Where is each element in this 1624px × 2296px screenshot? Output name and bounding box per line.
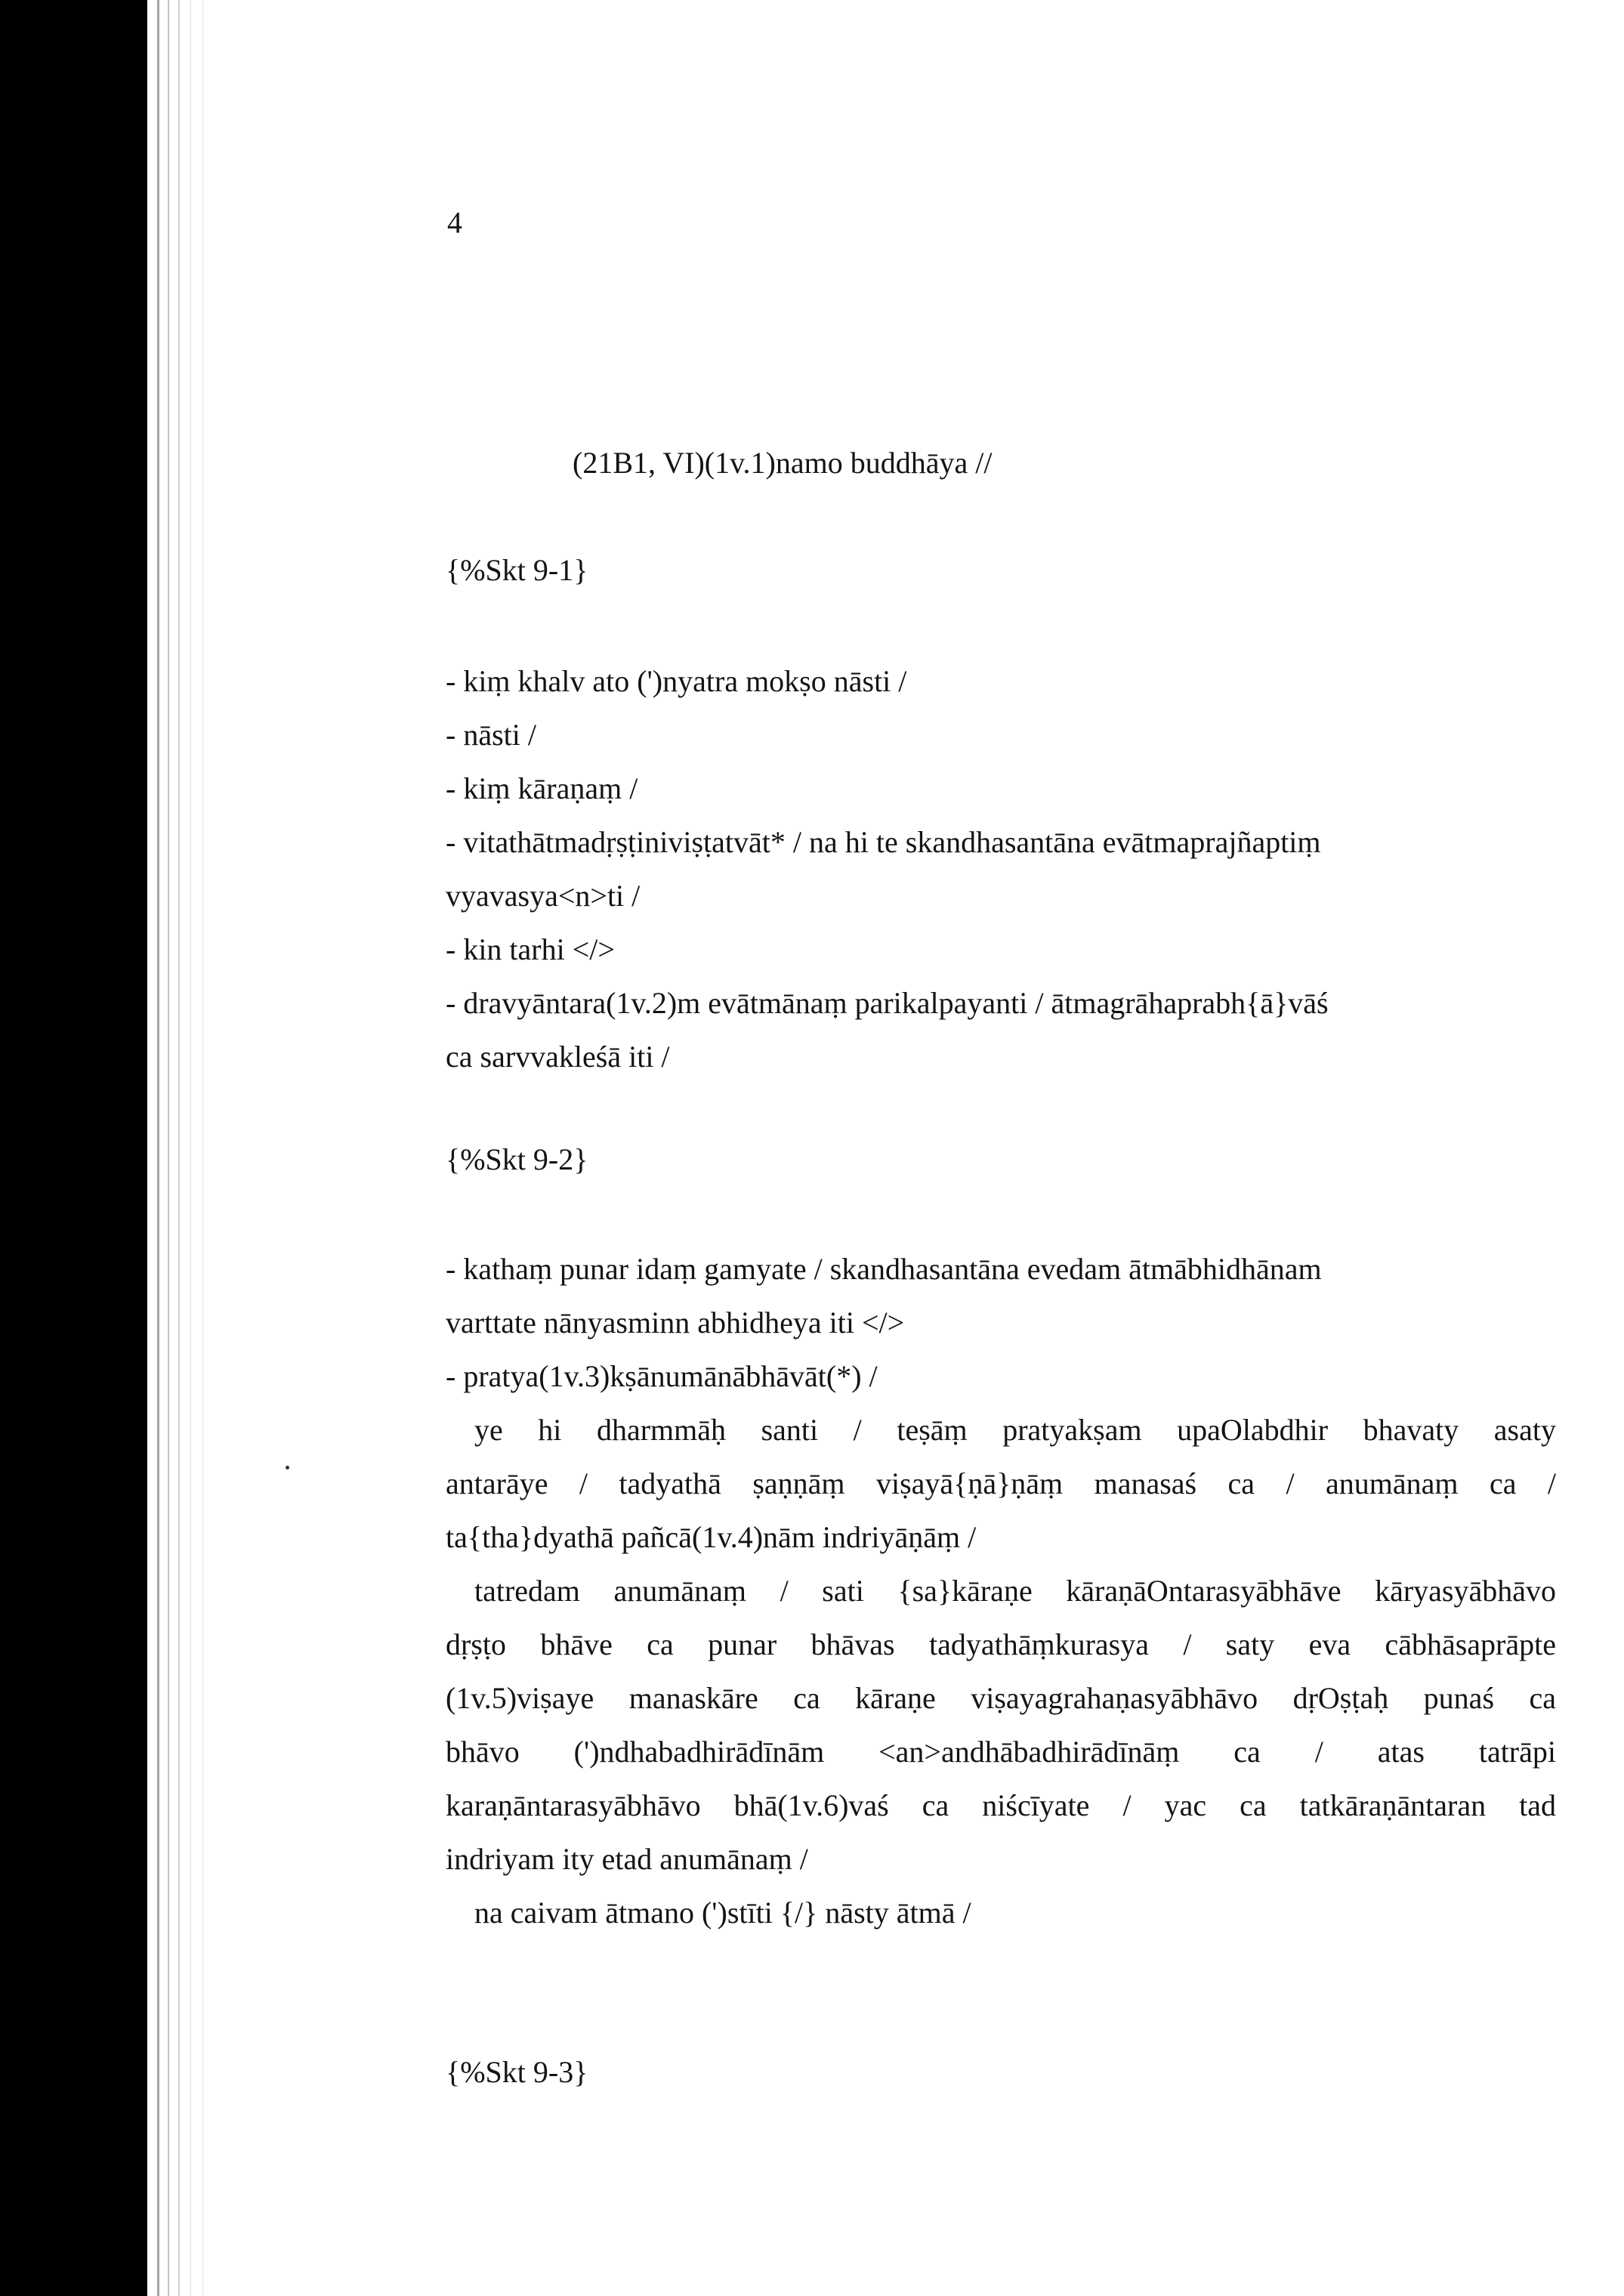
section-label: {%Skt 9-2}: [446, 1142, 588, 1176]
scan-border-left: [0, 0, 147, 2296]
text-line: - pratya(1v.3)kṣānumānābhāvāt(*) /: [446, 1359, 878, 1393]
section-label: {%Skt 9-3}: [446, 2055, 588, 2089]
text-line: varttate nānyasminn abhidheya iti </>: [446, 1306, 905, 1340]
scan-streak: [190, 0, 191, 2296]
folio-heading: (21B1, VI)(1v.1)namo buddhāya //: [573, 446, 993, 480]
section-text: [446, 1242, 1556, 1939]
section-text: [446, 654, 1556, 1083]
text-line: - kiṃ khalv ato (')nyatra mokṣo nāsti /: [446, 664, 907, 698]
scan-speck: [286, 1466, 289, 1469]
scan-streak: [202, 0, 203, 2296]
text-line: vyavasya<n>ti /: [446, 879, 641, 913]
text-line: - dravyāntara(1v.2)m evātmānaṃ parikalpayanti / ātmagrāhaprabh{ā}vāś: [446, 986, 1329, 1020]
scan-streak: [168, 0, 169, 2296]
text-line: tatredam anumānaṃ / sati {sa}kāraṇe kāraṇāOntarasyābhāve kāryasyābhāvo: [474, 1574, 1556, 1608]
text-line: antarāye / tadyathā ṣaṇṇāṃ viṣayā{ṇā}ṇāṃ manasaś ca / anumānaṃ ca /: [446, 1466, 1556, 1500]
text-line: na caivam ātmano (')stīti {/} nāsty ātmā /: [474, 1896, 971, 1930]
text-line: - vitathātmadṛṣṭiniviṣṭatvāt* / na hi te skandhasantāna evātmaprajñaptiṃ: [446, 825, 1321, 859]
text-line: ca sarvvakleśā iti /: [446, 1040, 670, 1074]
text-line: karaṇāntarasyābhāvo bhā(1v.6)vaś ca niścīyate / yac ca tatkāraṇāntaran tad: [446, 1788, 1556, 1822]
text-line: - nāsti /: [446, 718, 536, 752]
page-number: 4: [447, 205, 462, 239]
text-line: dṛṣṭo bhāve ca punar bhāvas tadyathāṃkurasya / saty eva cābhāsaprāpte: [446, 1627, 1556, 1661]
text-line: bhāvo (')ndhabadhirādīnām <an>andhābadhirādīnāṃ ca / atas tatrāpi: [446, 1735, 1556, 1769]
text-line: ta{tha}dyathā pañcā(1v.4)nām indriyāṇāṃ /: [446, 1520, 977, 1554]
text-line: - kathaṃ punar idaṃ gamyate / skandhasantāna evedam ātmābhidhānam: [446, 1252, 1322, 1286]
text-line: - kiṃ kāraṇaṃ /: [446, 771, 638, 805]
scan-streak: [178, 0, 180, 2296]
text-line: ye hi dharmmāḥ santi / teṣāṃ pratyakṣam upaOlabdhir bhavaty asaty: [474, 1413, 1556, 1447]
scan-streak: [157, 0, 159, 2296]
section-label: {%Skt 9-1}: [446, 553, 588, 587]
text-line: indriyam ity etad anumānaṃ /: [446, 1842, 808, 1876]
text-line: - kin tarhi </>: [446, 932, 615, 966]
scan-border-bottom-left: [0, 2040, 136, 2296]
text-line: (1v.5)viṣaye manaskāre ca kāraṇe viṣayagrahaṇasyābhāvo dṛOṣṭaḥ punaś ca: [446, 1681, 1556, 1715]
